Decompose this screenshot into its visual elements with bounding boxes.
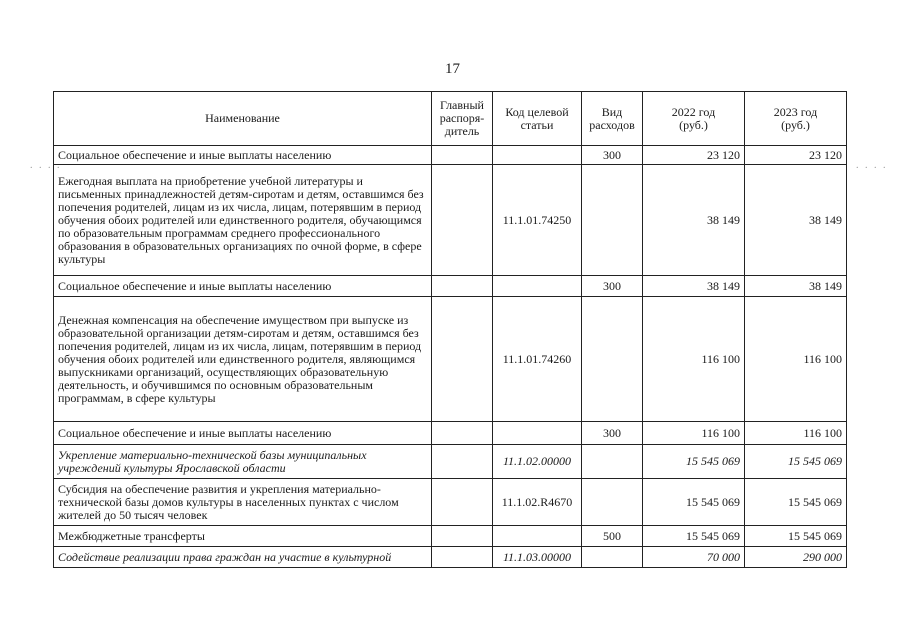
col-header-name: Наименование (54, 92, 432, 146)
col-header-code: Код целевой статьи (493, 92, 582, 146)
table-row (54, 297, 847, 422)
table-row (54, 479, 847, 526)
row-admin (432, 547, 493, 568)
row-2022: 116 100 (643, 297, 745, 422)
row-name: Ежегодная выплата на приобретение учебной литературы и письменных принадлежностей детям-сиротам и детям, оставшимся без попечения родителей, лицам из их числа, лицам, потерявшим в период обучения обоих родителей или единственного родителя, обучающимся по образовательным программам среднего профессионального образования в образовательных организациях по очной форме, в сфере культуры (54, 165, 432, 276)
row-kind: 300 (582, 276, 643, 297)
row-name: Социальное обеспечение и иные выплаты населению (54, 422, 432, 445)
row-2023: 15 545 069 (745, 445, 847, 479)
row-code (493, 526, 582, 547)
row-kind: 500 (582, 526, 643, 547)
row-admin (432, 445, 493, 479)
row-kind (582, 445, 643, 479)
table-row (54, 165, 847, 276)
row-name: Содействие реализации права граждан на участие в культурной (54, 547, 432, 568)
row-admin (432, 479, 493, 526)
row-2022: 38 149 (643, 165, 745, 276)
row-2023: 38 149 (745, 276, 847, 297)
col-header-admin: Главный распоря- дитель (432, 92, 493, 146)
row-2022: 116 100 (643, 422, 745, 445)
table-row (54, 276, 847, 297)
row-admin (432, 276, 493, 297)
row-kind: 300 (582, 146, 643, 165)
row-code: 11.1.03.00000 (493, 547, 582, 568)
row-2023: 116 100 (745, 422, 847, 445)
col-header-2022: 2022 год (руб.) (643, 92, 745, 146)
row-name: Денежная компенсация на обеспечение имуществом при выпуске из образовательной организации детям-сиротам и детям, оставшимся без попечения родителей, лицам из их числа, лицам, потерявшим в период обучения обоих родителей или единственного родителя, являющимся выпускниками организаций, осуществляющих образовательную деятельность, и обучившимся по основным образовательным программам, в сфере культуры (54, 297, 432, 422)
row-code: 11.1.02.R4670 (493, 479, 582, 526)
table-row (54, 422, 847, 445)
row-2022: 38 149 (643, 276, 745, 297)
row-2022: 15 545 069 (643, 445, 745, 479)
row-code: 11.1.01.74260 (493, 297, 582, 422)
row-admin (432, 297, 493, 422)
row-name: Субсидия на обеспечение развития и укрепления материально-технической базы домов культуры в населенных пунктах с числом жителей до 50 тысяч человек (54, 479, 432, 526)
row-2022: 15 545 069 (643, 479, 745, 526)
row-code (493, 422, 582, 445)
row-2023: 15 545 069 (745, 526, 847, 547)
row-admin (432, 422, 493, 445)
row-2023: 23 120 (745, 146, 847, 165)
row-kind (582, 479, 643, 526)
row-name: Социальное обеспечение и иные выплаты населению (54, 276, 432, 297)
row-name: Укрепление материально-технической базы муниципальных учреждений культуры Ярославской области (54, 445, 432, 479)
row-name: Межбюджетные трансферты (54, 526, 432, 547)
row-2023: 15 545 069 (745, 479, 847, 526)
margin-mark-right: . . . . (856, 160, 888, 171)
col-header-2023: 2023 год (руб.) (745, 92, 847, 146)
row-kind (582, 297, 643, 422)
table-row (54, 445, 847, 479)
row-2023: 116 100 (745, 297, 847, 422)
row-code: 11.1.02.00000 (493, 445, 582, 479)
row-2022: 23 120 (643, 146, 745, 165)
page-number: 17 (445, 61, 460, 77)
row-code (493, 276, 582, 297)
row-admin (432, 146, 493, 165)
row-name: Социальное обеспечение и иные выплаты населению (54, 146, 432, 165)
table-row (54, 146, 847, 165)
row-2022: 70 000 (643, 547, 745, 568)
table-header (54, 92, 847, 146)
row-code (493, 146, 582, 165)
col-header-kind: Вид расходов (582, 92, 643, 146)
budget-table (53, 91, 847, 568)
row-kind (582, 165, 643, 276)
table-row (54, 526, 847, 547)
row-2023: 290 000 (745, 547, 847, 568)
table-row (54, 547, 847, 568)
row-2022: 15 545 069 (643, 526, 745, 547)
row-kind (582, 547, 643, 568)
row-2023: 38 149 (745, 165, 847, 276)
margin-mark-left: . . . . (30, 160, 62, 171)
row-admin (432, 526, 493, 547)
row-code: 11.1.01.74250 (493, 165, 582, 276)
row-kind: 300 (582, 422, 643, 445)
row-admin (432, 165, 493, 276)
